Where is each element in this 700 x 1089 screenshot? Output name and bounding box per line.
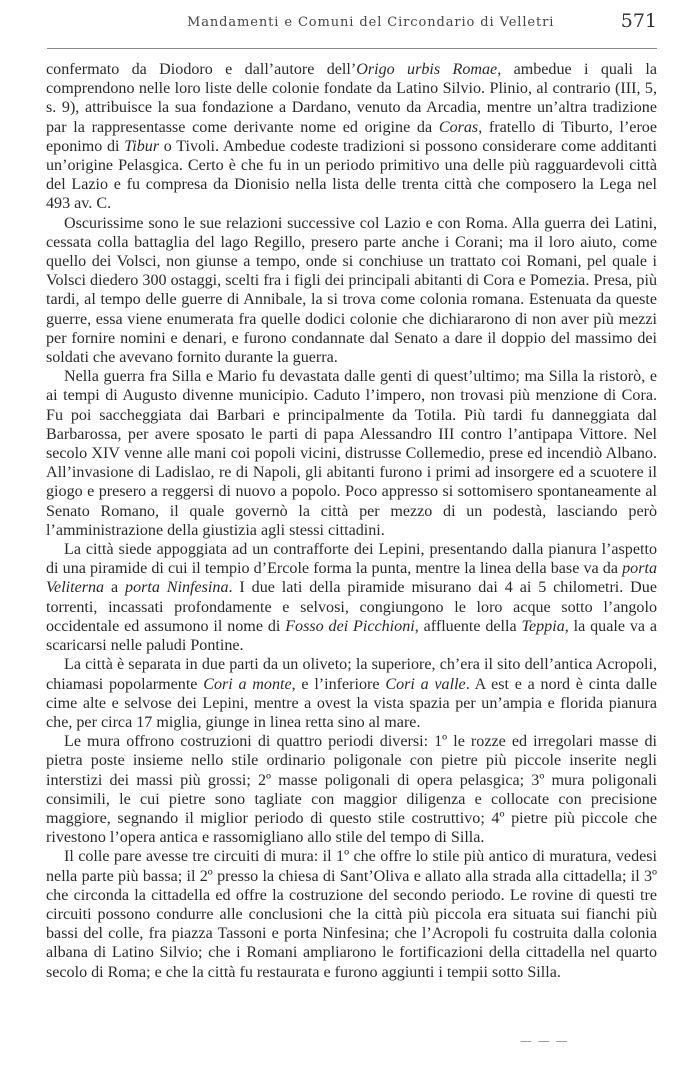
italic-term: Tibur	[124, 137, 160, 155]
text-run: , la quale va a scaricarsi nelle paludi Pontine.	[46, 617, 658, 655]
text-run: Oscurissime sono le sue relazioni successive col Lazio e con Roma. Alla guerra dei Latini, cessata colla battaglia del lago Regillo, presero parte anche i Corani; ma il loro aiuto, come quello dei Volsci, non giunse a tempo, onde si conchiuse un trattato coi Romani, pel quale i Volsci diedero 300 ostaggi, scelti fra i figli dei principali abitanti di Cora e Pomezia. Presa, più tardi, al tempo delle guerre di Annibale, la si trova come colonia romana. Estenuata da queste guerre, essa viene enumerata fra quelle dodici colonie che dichiararono di non aver più mezzi per fornire nomini e denari, e furono condannate dal Senato a dare il doppio del massimo dei soldati che avevano fornito durante la guerra.	[46, 214, 657, 367]
italic-term: Coras	[438, 118, 479, 136]
paragraph	[46, 732, 657, 847]
paragraph	[46, 367, 657, 540]
body-text	[46, 60, 657, 982]
text-run: . A est e a nord è cinta dalle cime alte e selvose dei Lepini, mentre a ovest la vista spazia per un’ampia e florida pianura che, per circa 17 miglia, giunge in linea retta sino al mare.	[46, 675, 658, 731]
italic-term: porta Veliterna	[46, 560, 657, 597]
paragraph	[46, 655, 657, 732]
text-run: . I due lati della piramide misurano dai 4 ai 5 chilometri. Due torrenti, incassati profondamente e selvosi, congiungono le loro acque sotto l’angolo occidentale ed assumono il nome di	[46, 579, 657, 635]
italic-term: Cori a valle	[385, 675, 466, 693]
text-run: Nella guerra fra Silla e Mario fu devastata dalle genti di quest’ultimo; ma Silla la ristorò, e ai tempi di Augusto divenne municipio. Caduto l’impero, non trovasi più menzione di Cora. Fu poi saccheggiata dai Barbari e principalmente da Totila. Più tardi fu danneggiata dal Barbarossa, per avere sposato le parti di papa Alessandro III contro l’antipapa Vittore. Nel secolo XIV venne alle mani coi popoli vicini, distrusse Collemedio, prese ed incendiò Albano. All’invasione di Ladislao, re di Napoli, gli abitanti furono i primi ad insorgere ed a scuotere il giogo e presero a reggersi di nuovo a popolo. Poco appresso si sottomisero spontaneamente al Senato Romano, il quale governò la città per mezzo di un podestà, lasciando però l’amministrazione della giustizia agli stessi cittadini.	[46, 368, 657, 539]
text-run: La città siede appoggiata ad un contrafforte dei Lepini, presentando dalla pianura l’aspetto di una piramide di cui il tempio d’Ercole forma la punta, mentre la linea della base va da	[46, 541, 657, 578]
italic-term: Teppia	[521, 617, 565, 635]
paragraph	[46, 540, 657, 655]
text-run: , fratello di Tiburto, l’eroe eponimo di	[46, 118, 657, 155]
italic-term: Fosso dei Picchioni	[285, 617, 415, 635]
footer-mark: — — —	[520, 1034, 569, 1048]
paragraph	[46, 60, 657, 214]
italic-term: Cori a monte	[203, 675, 292, 693]
running-title: Mandamenti e Comuni del Circondario di Velletri	[187, 15, 555, 30]
text-run: , affluente della	[414, 617, 522, 635]
running-header	[47, 8, 657, 38]
italic-term: Origo urbis Romae	[356, 61, 498, 78]
text-run: Le mura offrono costruzioni di quattro periodi diversi: 1º le rozze ed irregolari masse di pietra poste insieme nello stile ordinario poligonale con pietre più piccole inserite negli interstizi dei massi più grossi; 2º masse poligonali di opera pelasgica; 3º mura poligonali consimili, le cui pietre sono tagliate con maggior diligenza e collocate con precisione maggiore, segnando il miglior periodo di questo stile costruttivo; 4º pietre più piccole che rivestono l’opera antica e rassomigliano allo stile del tempo di Silla.	[46, 733, 657, 847]
text-run: , e l’inferiore	[291, 675, 386, 693]
text-run: , ambedue i quali la comprendono nelle loro liste delle colonie fondate da Latino Silvio. Plinio, al contrario (III, 5, s. 9), attribuisce la sua fondazione a Dardano, venuto da Arcadia, mentre un’altra tradizione par la rappresentasse come derivante nome ed origine da	[46, 61, 657, 136]
text-run: Il colle pare avesse tre circuiti di mura: il 1º che offre lo stile più antico di muratura, vedesi nella parte più bassa; il 2º presso la chiesa di Sant’Oliva e allato alla strada alla cittadella; il 3º che circonda la cittadella ed offre la costruzione del secondo periodo. Le rovine di questi tre circuiti possono condurre alle conclusioni che la città più piccola era situata sui fianchi più bassi del colle, fra piazza Tassoni e porta Ninfesina; che l’Acropoli fu costruita dalla colonia albana di Latino Silvio; che i Romani ampliarono le fortificazioni della cittadella nel quarto secolo di Roma; e che la città fu restaurata e furono aggiunti i tempii sotto Silla.	[46, 848, 657, 981]
page-number: 571	[620, 10, 657, 32]
text-run: La città è separata in due parti da un oliveto; la superiore, ch’era il sito dell’antica Acropoli, chiamasi popolarmente	[46, 656, 657, 693]
paragraph	[46, 847, 657, 981]
text-run: a	[104, 579, 126, 597]
text-run: o Tivoli. Ambedue codeste tradizioni si possono considerare come additanti un’origine Pelasgica. Certo è che fu in un periodo primitivo una delle più ragguardevoli città del Lazio e fu compresa da Dionisio nella lista delle trenta città che composero la Lega nel 493 av. C.	[46, 137, 657, 213]
italic-term: porta Ninfesina	[125, 579, 229, 597]
header-rule	[47, 48, 657, 49]
paragraph	[46, 214, 657, 368]
text-run: confermato da Diodoro e dall’autore dell’	[46, 61, 357, 78]
